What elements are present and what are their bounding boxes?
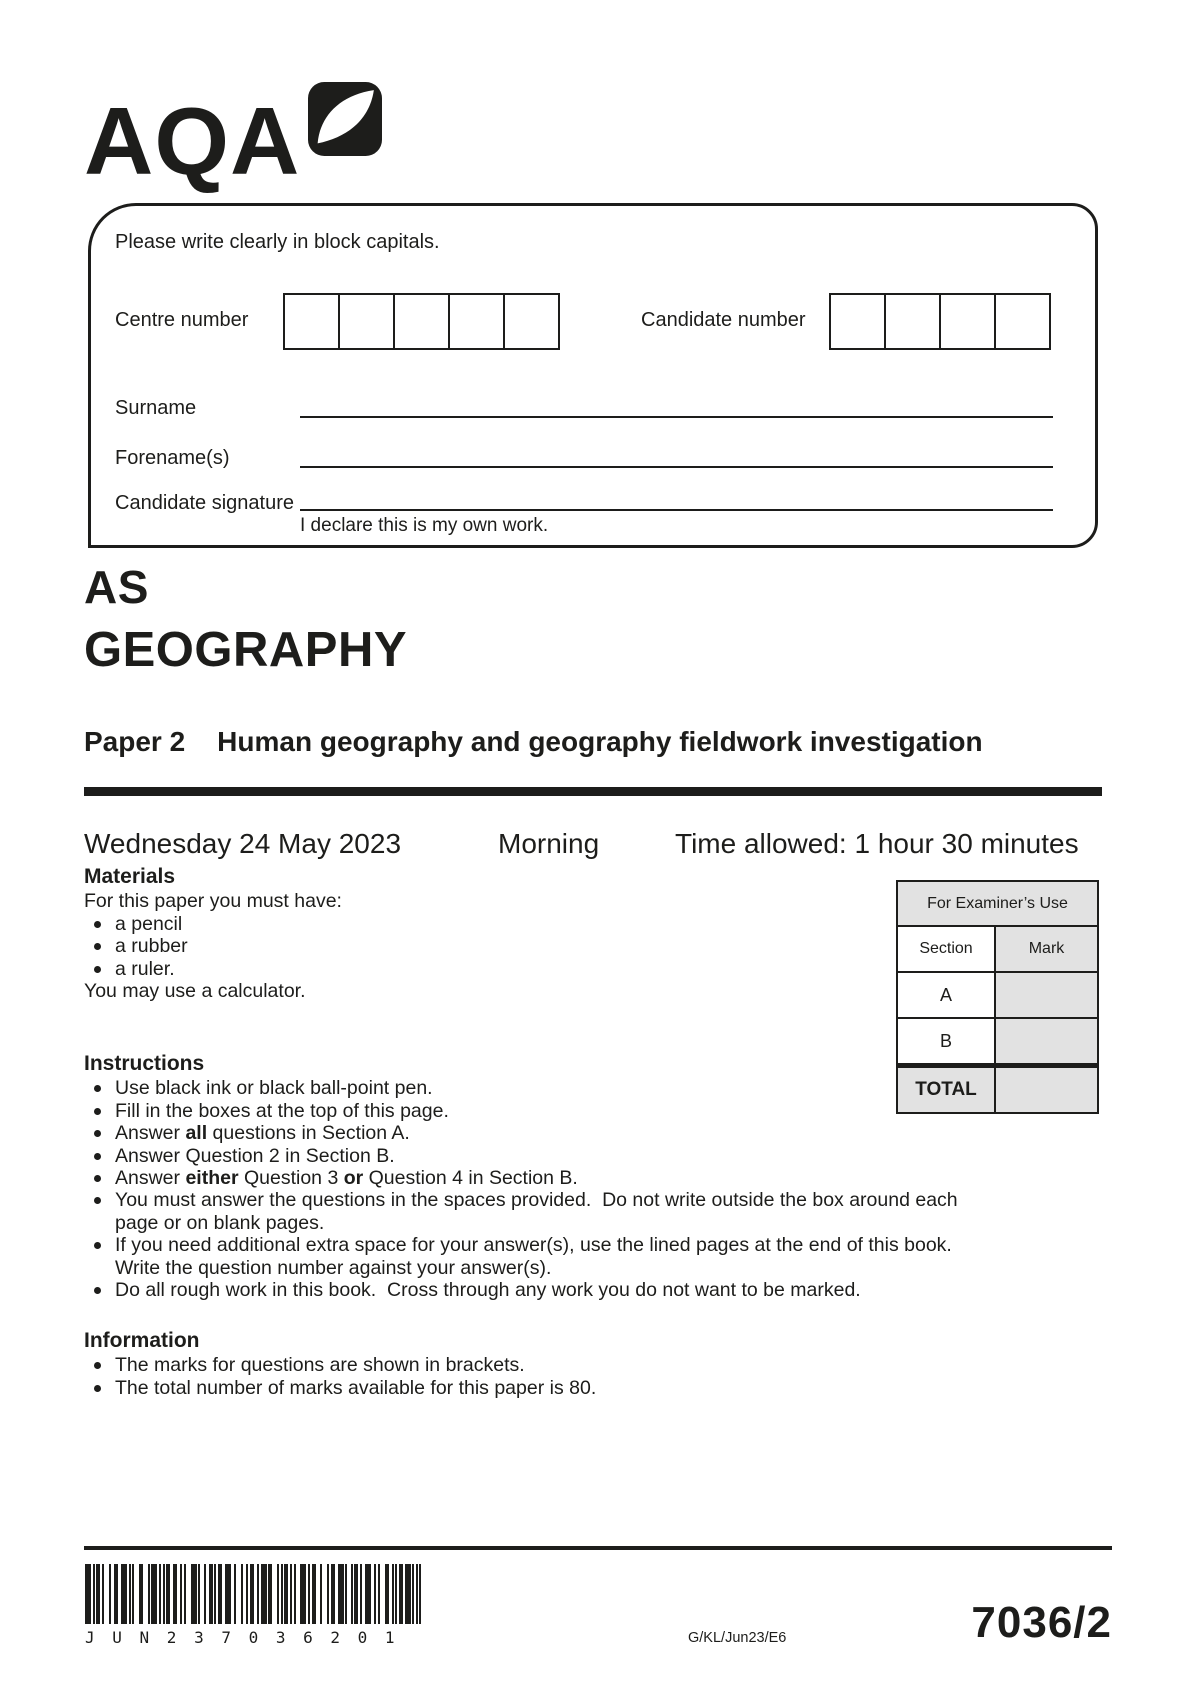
barcode-bar	[139, 1564, 143, 1624]
instructions-heading: Instructions	[84, 1052, 205, 1075]
examiner-table-header-row	[898, 927, 1097, 973]
section-column-header: Section	[898, 927, 996, 971]
barcode-bar	[351, 1564, 353, 1624]
barcode-bar	[312, 1564, 316, 1624]
bullet-icon	[94, 1385, 101, 1392]
list-item-text: You must answer the questions in the spaces provided. Do not write outside the box around each page or on blank pages.	[115, 1189, 958, 1234]
barcode-bar	[148, 1564, 150, 1624]
list-item	[84, 1122, 1084, 1144]
list-item	[84, 1189, 1084, 1234]
qualification-level: AS	[84, 561, 149, 613]
materials-note: You may use a calculator.	[84, 980, 306, 1003]
time-allowed: Time allowed: 1 hour 30 minutes	[675, 828, 1079, 859]
barcode-bar	[412, 1564, 414, 1624]
list-item-text: Do all rough work in this book. Cross through any work you do not want to be marked.	[115, 1279, 861, 1302]
barcode-bar	[180, 1564, 182, 1624]
list-item	[84, 1077, 1084, 1099]
barcode-bar	[374, 1564, 376, 1624]
centre-number-label: Centre number	[115, 309, 249, 331]
barcode-bar	[204, 1564, 206, 1624]
barcode-bar	[96, 1564, 100, 1624]
barcode-bar	[378, 1564, 380, 1624]
list-item-text: Use black ink or black ball-point pen.	[115, 1077, 433, 1100]
barcode-bar	[209, 1564, 213, 1624]
section-a-label: A	[898, 973, 996, 1017]
section-a-mark-cell	[996, 973, 1097, 1017]
list-item	[84, 958, 844, 980]
information-section	[84, 1330, 1084, 1399]
list-item-text: Answer either Question 3 or Question 4 in Section B.	[115, 1167, 578, 1190]
barcode-bar	[354, 1564, 358, 1624]
forenames-label: Forename(s)	[115, 447, 230, 469]
list-item	[84, 913, 844, 935]
list-item	[84, 935, 844, 957]
barcode-bar	[234, 1564, 236, 1624]
list-item-text: Answer all questions in Section A.	[115, 1122, 410, 1145]
footer-divider-rule	[84, 1546, 1112, 1550]
barcode-bar	[184, 1564, 186, 1624]
barcode-bar	[290, 1564, 292, 1624]
barcode-bar	[132, 1564, 134, 1624]
candidate-number-input[interactable]	[829, 293, 1051, 350]
bullet-icon	[94, 1085, 101, 1092]
barcode-bar	[365, 1564, 371, 1624]
print-reference: G/KL/Jun23/E6	[688, 1630, 787, 1646]
barcode-bar	[268, 1564, 272, 1624]
list-item-text: The total number of marks available for this paper is 80.	[115, 1376, 597, 1399]
list-item	[84, 1279, 1084, 1301]
forenames-field[interactable]	[300, 466, 1053, 468]
list-item	[84, 1354, 1084, 1376]
barcode-bar	[225, 1564, 231, 1624]
aqa-leaf-icon	[308, 82, 382, 156]
bullet-icon	[94, 1197, 101, 1204]
barcode-bar	[214, 1564, 216, 1624]
barcode-bar	[281, 1564, 283, 1624]
digit-cell[interactable]	[884, 293, 941, 350]
barcode-bar	[163, 1564, 165, 1624]
instructions-section	[84, 1053, 1084, 1301]
barcode-bar	[338, 1564, 344, 1624]
barcode-bar	[191, 1564, 197, 1624]
barcode-digits: J U N 2 3 7 0 3 6 2 0 1	[85, 1628, 399, 1647]
information-heading: Information	[84, 1329, 200, 1352]
bullet-icon	[94, 921, 101, 928]
candidate-details-box	[88, 203, 1098, 548]
barcode-bar	[385, 1564, 389, 1624]
list-item	[84, 1234, 1084, 1279]
barcode-bar	[114, 1564, 118, 1624]
barcode-bar	[395, 1564, 397, 1624]
instructions-list	[84, 1077, 1084, 1301]
barcode-bar	[416, 1564, 418, 1624]
title-divider-rule	[84, 787, 1102, 796]
exam-date: Wednesday 24 May 2023	[84, 828, 402, 859]
barcode-bar	[277, 1564, 279, 1624]
centre-number-input[interactable]	[283, 293, 560, 350]
barcode-bar	[294, 1564, 296, 1624]
candidate-number-label: Candidate number	[641, 309, 806, 331]
paper-line	[84, 726, 983, 758]
list-item	[84, 1167, 1084, 1189]
barcode-bar	[405, 1564, 411, 1624]
declaration-text: I declare this is my own work.	[300, 515, 549, 536]
barcode-bar	[159, 1564, 161, 1624]
barcode-bar	[399, 1564, 403, 1624]
bullet-icon	[94, 1362, 101, 1369]
candidate-signature-field[interactable]	[300, 509, 1053, 511]
list-item	[84, 1100, 1084, 1122]
total-label: TOTAL	[898, 1068, 996, 1112]
digit-cell[interactable]	[393, 293, 450, 350]
list-item-text: If you need additional extra space for your answer(s), use the lined pages at the end of this book. Write the question number against your answer(s).	[115, 1234, 952, 1279]
list-item-text: Answer Question 2 in Section B.	[115, 1144, 395, 1167]
barcode-bar	[320, 1564, 322, 1624]
subject-title: GEOGRAPHY	[84, 623, 408, 677]
list-item	[84, 1377, 1084, 1399]
list-item-text: a ruler.	[115, 957, 175, 980]
list-item-text: Fill in the boxes at the top of this page.	[115, 1099, 449, 1122]
bullet-icon	[94, 1175, 101, 1182]
barcode-bar	[173, 1564, 177, 1624]
barcode-bar	[327, 1564, 329, 1624]
barcode-bar	[250, 1564, 254, 1624]
session-line	[0, 828, 1190, 862]
exam-session: Morning	[498, 828, 600, 859]
digit-cell[interactable]	[829, 293, 886, 350]
block-capitals-instruction: Please write clearly in block capitals.	[115, 231, 440, 253]
candidate-signature-label: Candidate signature	[115, 492, 295, 514]
barcode-bar	[331, 1564, 335, 1624]
materials-intro: For this paper you must have:	[84, 890, 342, 913]
digit-cell[interactable]	[503, 293, 560, 350]
barcode-bar	[345, 1564, 347, 1624]
bullet-icon	[94, 966, 101, 973]
barcode-bar	[308, 1564, 310, 1624]
materials-heading: Materials	[84, 865, 176, 888]
materials-list	[84, 913, 844, 980]
list-item-text: a rubber	[115, 935, 188, 958]
list-item-text: a pencil	[115, 912, 183, 935]
bullet-icon	[94, 1153, 101, 1160]
surname-field[interactable]	[300, 416, 1053, 418]
barcode-bar	[300, 1564, 306, 1624]
barcode-bar	[166, 1564, 170, 1624]
barcode-bar	[218, 1564, 222, 1624]
barcode-bar	[102, 1564, 104, 1624]
barcode-bar	[121, 1564, 127, 1624]
barcode-bar	[93, 1564, 95, 1624]
mark-column-header: Mark	[996, 927, 1097, 971]
bullet-icon	[94, 1287, 101, 1294]
information-list	[84, 1354, 1084, 1399]
surname-label: Surname	[115, 397, 197, 419]
bullet-icon	[94, 1242, 101, 1249]
barcode-bar	[284, 1564, 288, 1624]
digit-cell[interactable]	[448, 293, 505, 350]
aqa-logo-text: AQA	[84, 88, 301, 195]
barcode-bar	[392, 1564, 394, 1624]
paper-title: Human geography and geography fieldwork investigation	[217, 726, 983, 757]
barcode-bar	[419, 1564, 421, 1624]
paper-code: 7036/2	[971, 1598, 1112, 1647]
digit-cell[interactable]	[338, 293, 395, 350]
bullet-icon	[94, 1130, 101, 1137]
table-row	[898, 973, 1097, 1019]
aqa-logo	[84, 80, 382, 195]
digit-cell[interactable]	[994, 293, 1051, 350]
paper-number: Paper 2	[84, 726, 186, 757]
list-item-text: The marks for questions are shown in brackets.	[115, 1354, 525, 1377]
barcode-bar	[360, 1564, 362, 1624]
materials-section	[84, 866, 844, 1002]
barcode-bar	[246, 1564, 248, 1624]
section-b-label: B	[898, 1019, 996, 1063]
barcode-bar	[241, 1564, 243, 1624]
barcode-bar	[85, 1564, 91, 1624]
bullet-icon	[94, 943, 101, 950]
bullet-icon	[94, 1108, 101, 1115]
barcode-bar	[257, 1564, 259, 1624]
barcode-bar	[129, 1564, 131, 1624]
examiner-table-title: For Examiner’s Use	[898, 882, 1097, 927]
barcode-bar	[261, 1564, 267, 1624]
digit-cell[interactable]	[283, 293, 340, 350]
barcode	[85, 1564, 425, 1624]
barcode-bar	[198, 1564, 200, 1624]
list-item	[84, 1145, 1084, 1167]
barcode-bar	[151, 1564, 157, 1624]
barcode-bar	[109, 1564, 111, 1624]
digit-cell[interactable]	[939, 293, 996, 350]
